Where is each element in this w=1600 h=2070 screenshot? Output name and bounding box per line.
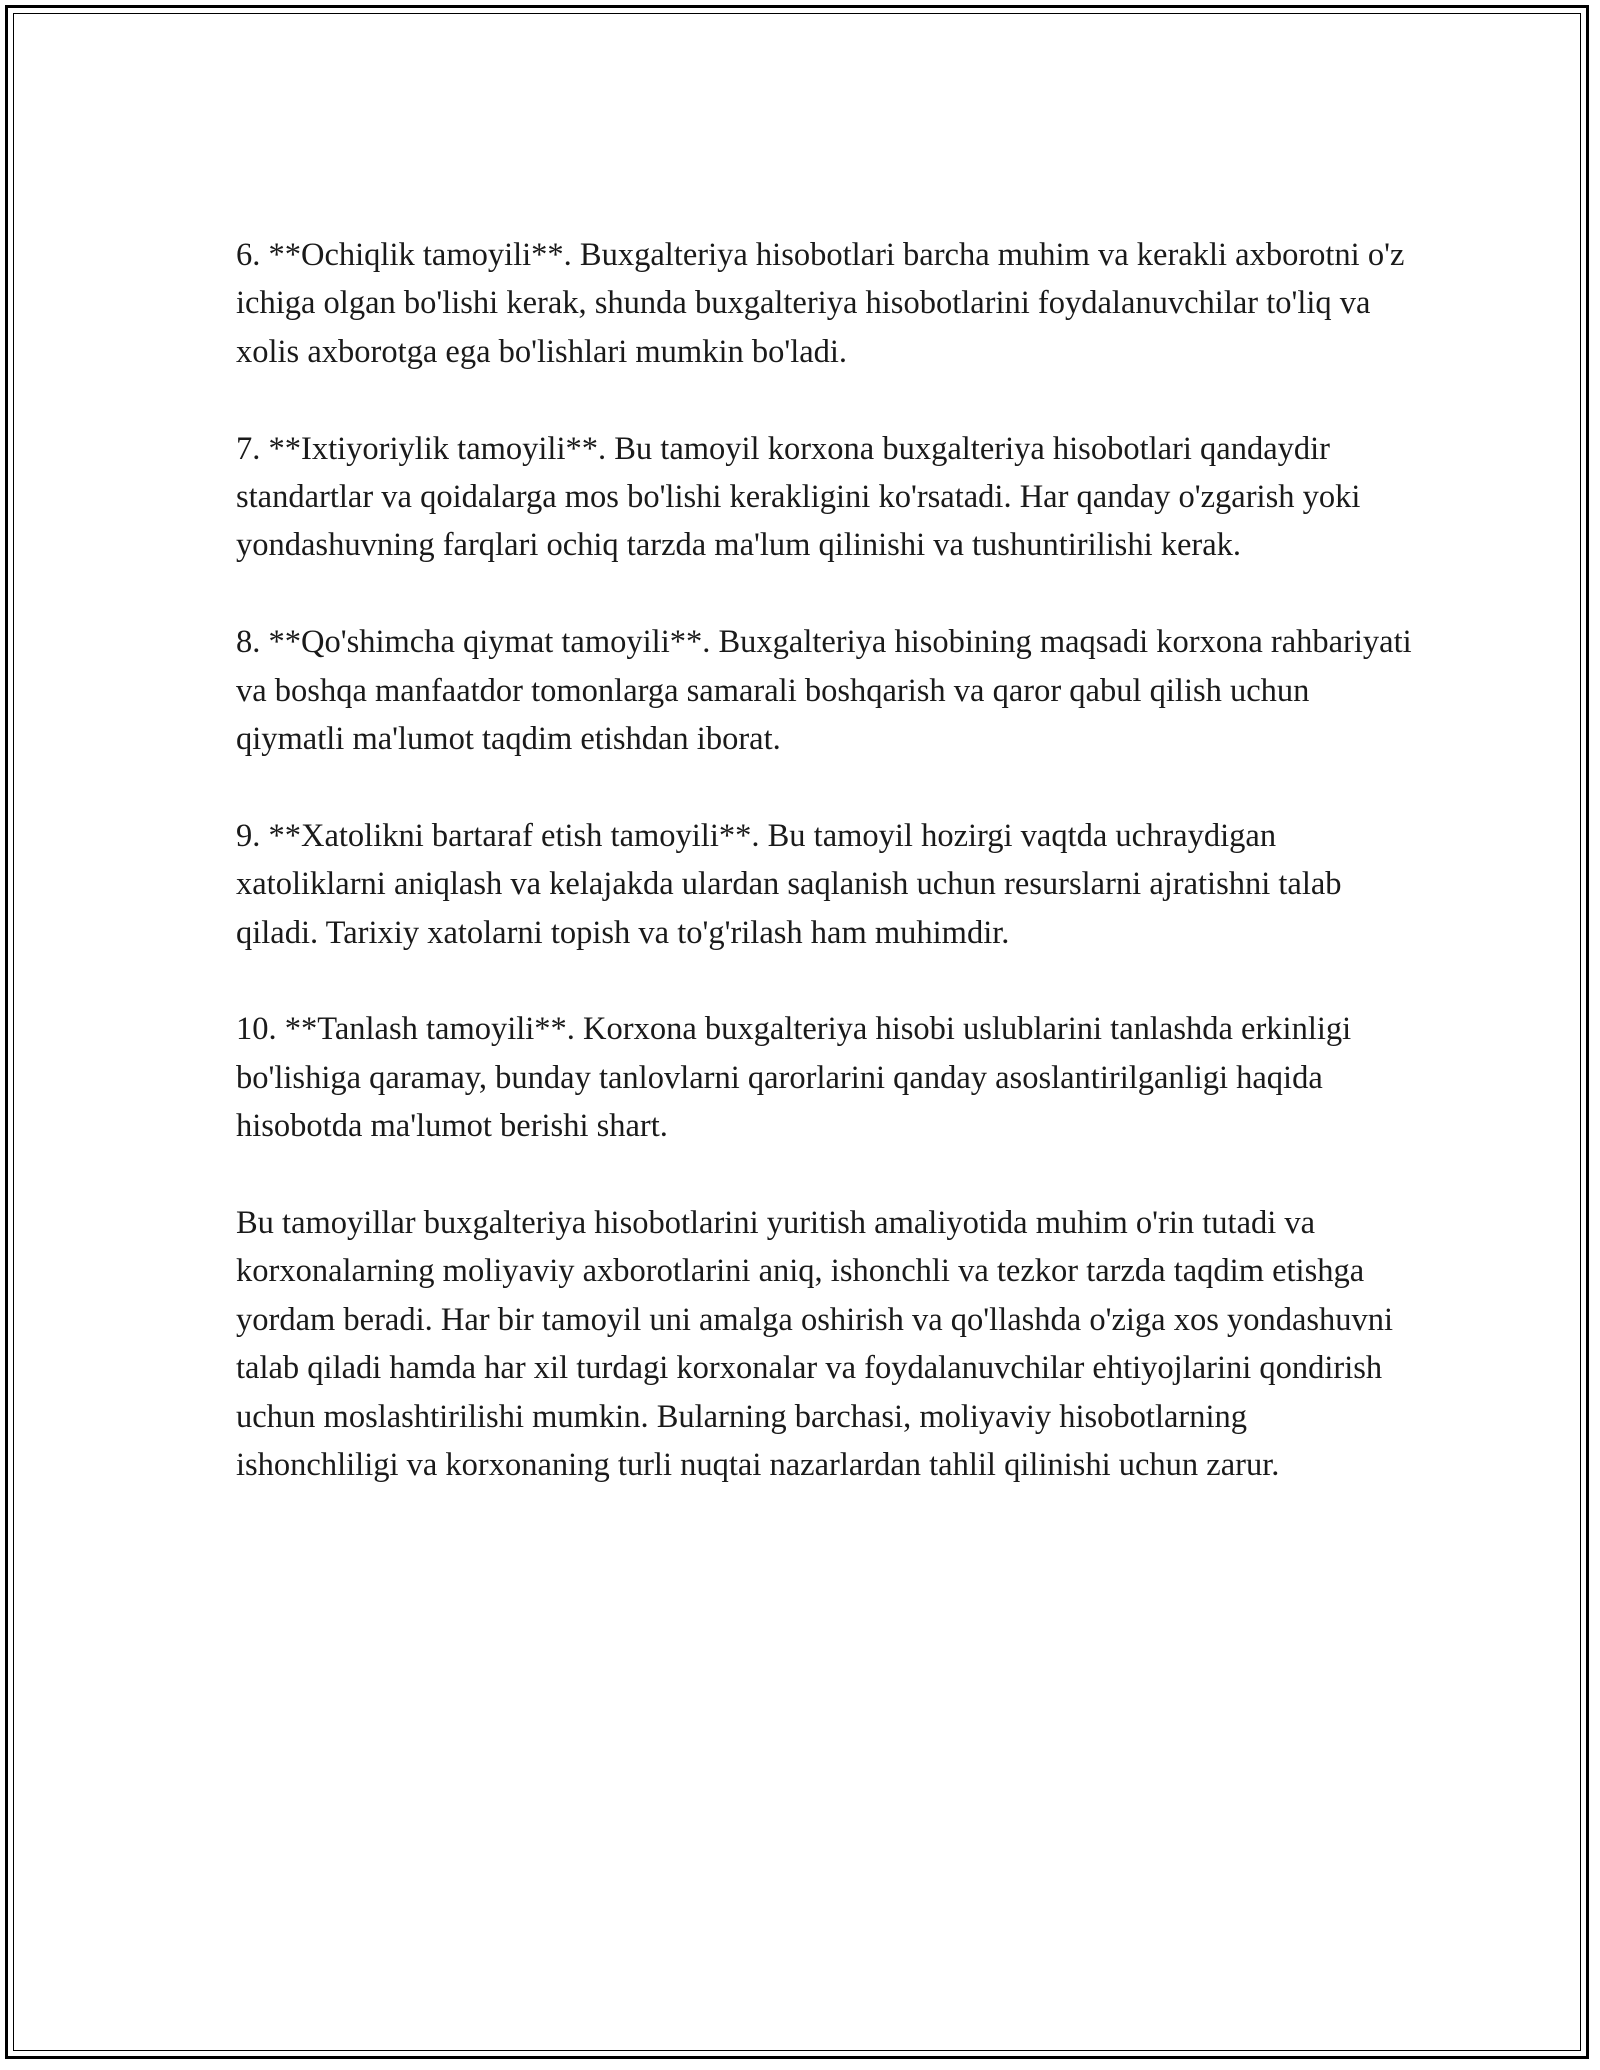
paragraph-principle-7: 7. **Ixtiyoriylik tamoyili**. Bu tamoyil korxona buxgalteriya hisobotlari qandaydir standartlar va qoidalarga mos bo'lishi kerakligini ko'rsatadi. Har qanday o'zgarish yoki yondashuvning farqlari ochiq tarzda ma'lum qilinishi va tushuntirilishi kerak. (236, 430, 1361, 564)
document-body (236, 231, 1416, 1538)
paragraph-principle-10: 10. **Tanlash tamoyili**. Korxona buxgalteriya hisobi uslublarini tanlashda erkinligi bo'lishiga qaramay, bunday tanlovlarni qarorlarini qanday asoslantirilganligi haqida hisobotda ma'lumot berishi shart. (236, 1011, 1352, 1145)
paragraph-principle-8: 8. **Qo'shimcha qiymat tamoyili**. Buxgalteriya hisobining maqsadi korxona rahbariyati va boshqa manfaatdor tomonlarga samarali boshqarish va qaror qabul qilish uchun qiymatli ma'lumot taqdim etishdan iborat. (236, 624, 1412, 758)
paragraph-principle-6: 6. **Ochiqlik tamoyili**. Buxgalteriya hisobotlari barcha muhim va kerakli axborotni o'z ichiga olgan bo'lishi kerak, shunda buxgalteriya hisobotlarini foydalanuvchilar to'liq va xolis axborotga ega bo'lishlari mumkin bo'ladi. (236, 237, 1405, 370)
paragraph-conclusion: Bu tamoyillar buxgalteriya hisobotlarini yuritish amaliyotida muhim o'rin tutadi va korxonalarning moliyaviy axborotlarini aniq, ishonchli va tezkor tarzda taqdim etishga yordam beradi. Har bir tamoyil uni amalga oshirish va qo'llashda o'ziga xos yondashuvni talab qiladi hamda har xil turdagi korxonalar va foydalanuvchilar ehtiyojlarini qondirish uchun moslashtirilishi mumkin. Bularning barchasi, moliyaviy hisobotlarning ishonchliligi va korxonaning turli nuqtai nazarlardan tahlil qilinishi uchun zarur. (236, 1205, 1394, 1484)
paragraph-principle-9: 9. **Xatolikni bartaraf etish tamoyili**. Bu tamoyil hozirgi vaqtda uchraydigan xatoliklarni aniqlash va kelajakda ulardan saqlanish uchun resurslarni ajratishni talab qiladi. Tarixiy xatolarni topish va to'g'rilash ham muhimdir. (236, 817, 1342, 951)
